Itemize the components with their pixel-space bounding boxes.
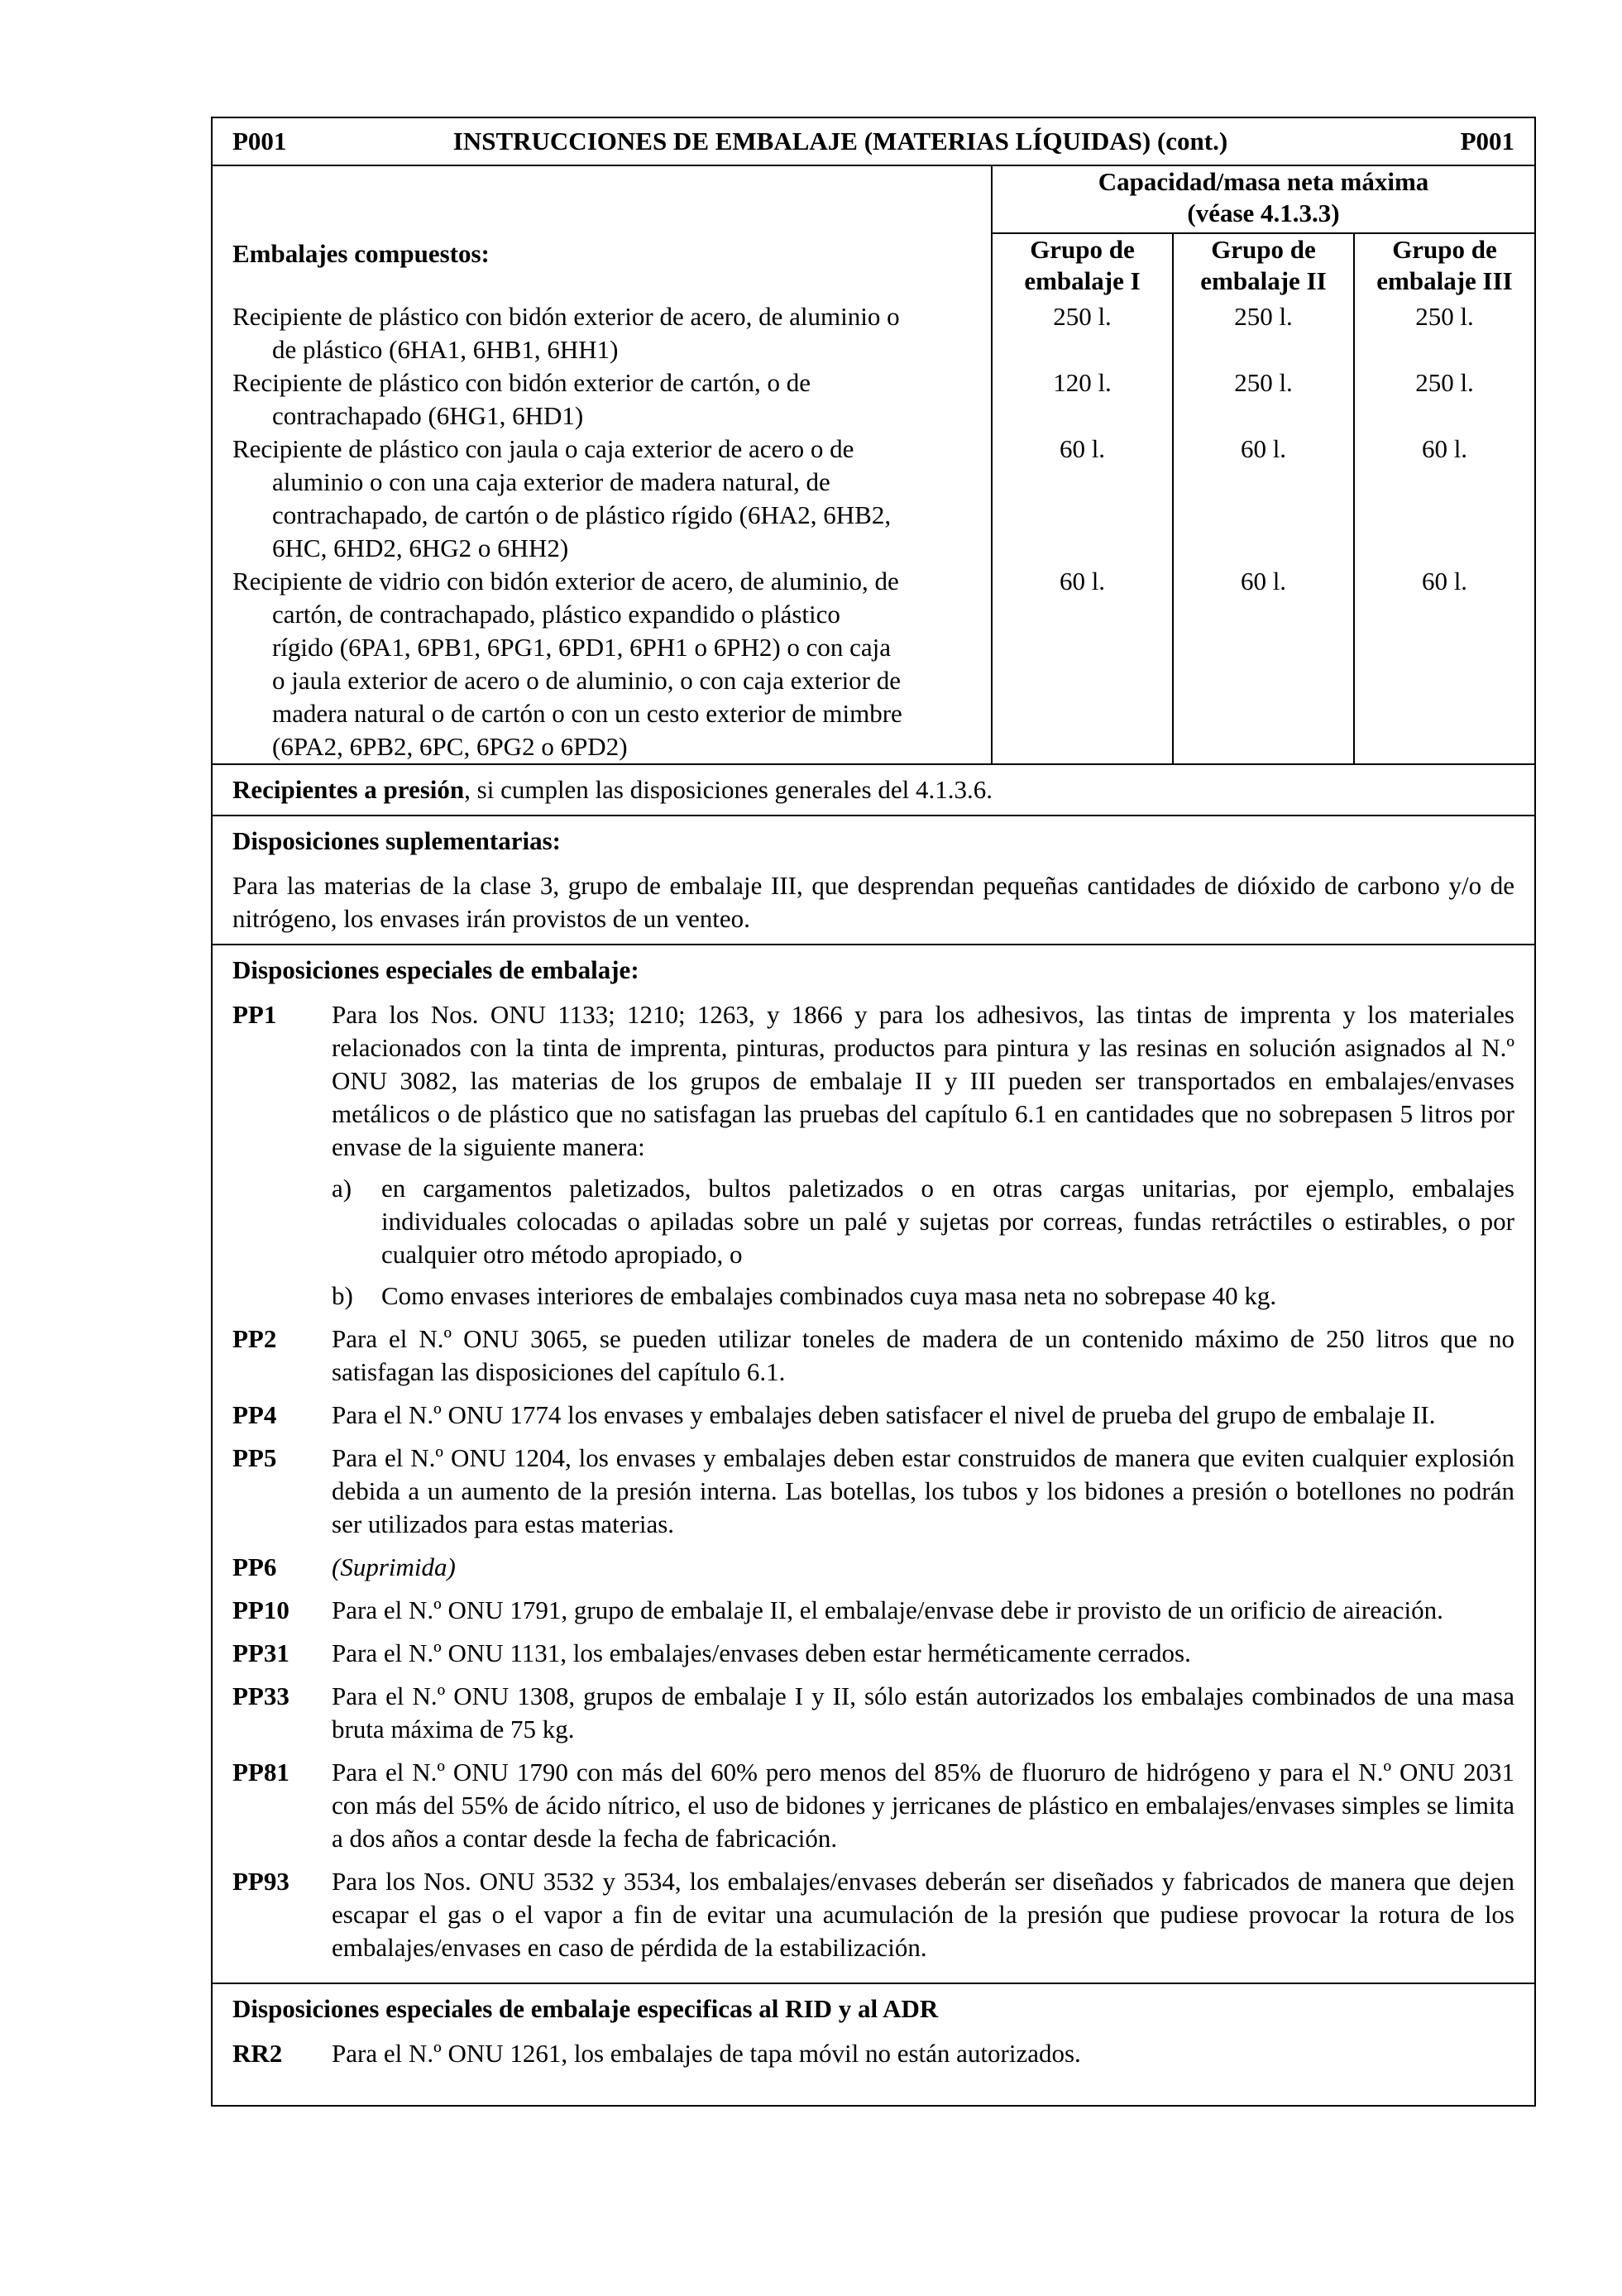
row-value: 60 l. (1421, 434, 1468, 463)
row-description (213, 433, 993, 565)
capacity-ref: (véase 4.1.3.3) (1187, 199, 1340, 227)
supplementary-provisions (213, 816, 1534, 945)
row-line: contrachapado, de cartón o de plástico rígido (6HA2, 6HB2, (272, 500, 892, 529)
section-text: Para las materias de la clase 3, grupo de embalaje III, que desprendan pequeñas cantidades de dióxido de carbono y/o de nitrógeno, los envases irán provistos de un venteo. (232, 871, 1514, 933)
provision-text: Para el N.º ONU 1131, los embalajes/envases deben estar herméticamente cerrados. (332, 1638, 1191, 1667)
row-value: 60 l. (1421, 567, 1468, 596)
provision-text: Para el N.º ONU 1261, los embalajes de tapa móvil no están autorizados. (332, 2039, 1081, 2068)
provision-item (232, 1551, 1514, 1584)
row-description (213, 300, 993, 366)
provision-text: Para el N.º ONU 3065, se pueden utilizar toneles de madera de un contenido máximo de 250 litros que no satisfagan las disposiciones del capítulo 6.1. (332, 1324, 1514, 1386)
provision-item (232, 1865, 1514, 1964)
subitem-label: b) (332, 1281, 353, 1310)
provision-item (232, 1680, 1514, 1746)
row-line: aluminio o con una caja exterior de madera natural, de (272, 467, 830, 496)
row-value: 60 l. (993, 433, 1174, 565)
row-line: contrachapado (6HG1, 6HD1) (272, 401, 584, 430)
provision-item (232, 1756, 1514, 1855)
table-row (213, 565, 1534, 763)
section-title: Disposiciones suplementarias: (232, 826, 561, 855)
group-headers (993, 234, 1534, 300)
embalajes-compuestos-label: Embalajes compuestos: (213, 166, 993, 300)
capacity-title: Capacidad/masa neta máxima (1098, 167, 1429, 196)
table-row (213, 300, 1534, 366)
row-line: 6HC, 6HD2, 6HG2 o 6HH2) (272, 533, 569, 562)
provision-text: Para el N.º ONU 1790 con más del 60% pero menos del 85% de fluoruro de hidrógeno y para el N.º ONU 2031 con más del 55% de ácido nítrico, el uso de bidones y jerricanes de plástico en embalajes/envases simples se limita a dos años a contar desde la fecha de fabricación. (332, 1758, 1514, 1853)
header-code-right: P001 (1460, 127, 1514, 155)
composite-packagings-block (213, 166, 1534, 765)
provision-text: Para el N.º ONU 1774 los envases y embalajes deben satisfacer el nivel de prueba del grupo de embalaje II. (332, 1400, 1436, 1429)
provision-text: Para los Nos. ONU 3532 y 3534, los embalajes/envases deberán ser diseñados y fabricados de manera que dejen escapar el gas o el vapor a fin de evitar una acumulación de la presión que pudiese provocar la rotura de los embalajes/envases en caso de pérdida de la estabilización. (332, 1867, 1514, 1962)
subitem-text: Como envases interiores de embalajes combinados cuya masa neta no sobrepase 40 kg. (381, 1281, 1277, 1310)
provision-text: Para el N.º ONU 1308, grupos de embalaje I y II, sólo están autorizados los embalajes combinados de una masa bruta máxima de 75 kg. (332, 1681, 1514, 1744)
row-value: 60 l. (1174, 565, 1355, 763)
provision-item (232, 1594, 1514, 1627)
provision-code: PP33 (232, 1681, 289, 1710)
row-line: Recipiente de vidrio con bidón exterior de acero, de aluminio, de (232, 567, 899, 596)
provision-item (232, 1399, 1514, 1432)
group-header: Grupo de embalaje I (993, 234, 1174, 300)
provision-text: Para el N.º ONU 1204, los envases y embalajes deben estar construidos de manera que eviten cualquier explosión debida a un aumento de la presión interna. Las botellas, los tubos y los bidones a presión o botellones no podrán ser utilizados para estas materias. (332, 1443, 1514, 1538)
row-value: 60 l. (1174, 433, 1355, 565)
section-title: Disposiciones especiales de embalaje especificas al RID y al ADR (232, 1994, 939, 2023)
section-title: Disposiciones especiales de embalaje: (232, 955, 639, 984)
row-description (213, 366, 993, 433)
provision-list (232, 998, 1514, 1964)
table-header (213, 118, 1534, 166)
row-value: 60 l. (993, 565, 1174, 763)
table-row (213, 366, 1534, 433)
provision-code: PP93 (232, 1867, 289, 1896)
provision-list (232, 2037, 1514, 2070)
provision-code: RR2 (232, 2039, 283, 2068)
row-value: 250 l. (1174, 366, 1355, 433)
capacity-header (993, 166, 1534, 234)
group-header: Grupo de embalaje II (1174, 234, 1355, 300)
row-line: de plástico (6HA1, 6HB1, 6HH1) (272, 335, 619, 364)
row-line: Recipiente de plástico con bidón exterior de cartón, o de (232, 368, 811, 397)
provision-code: PP6 (232, 1552, 277, 1581)
row-line: madera natural o de cartón o con un cesto exterior de mimbre (272, 699, 902, 728)
provision-code: PP4 (232, 1400, 277, 1429)
row-value: 250 l. (1174, 300, 1355, 366)
provision-code: PP10 (232, 1595, 289, 1624)
row-line: rígido (6PA1, 6PB1, 6PG1, 6PD1, 6PH1 o 6PH2) o con caja (272, 633, 892, 662)
row-line: Recipiente de plástico con bidón exterior de acero, de aluminio o (232, 302, 900, 331)
row-line: Recipiente de plástico con jaula o caja exterior de acero o de (232, 434, 854, 463)
provision-text: Para los Nos. ONU 1133; 1210; 1263, y 1866 y para los adhesivos, las tintas de imprenta y los materiales relacionados con la tinta de imprenta, pinturas, productos para pintura y las resinas en solución asignados al N.º ONU 3082, las materias de los grupos de embalaje II y III pueden ser transportados en embalajes/envases metálicos o de plástico que no satisfagan las pruebas del capítulo 6.1 en cantidades que no sobrepasen 5 litros por envase de la siguiente manera: (332, 1000, 1514, 1161)
header-code-left: P001 (232, 127, 287, 155)
row-value: 250 l. (1415, 368, 1474, 397)
recipientes-presion (213, 765, 1534, 816)
subitem-label: a) (332, 1174, 352, 1203)
provision-code: PP81 (232, 1758, 289, 1787)
group-header: Grupo de embalaje III (1376, 235, 1513, 295)
header-title: INSTRUCCIONES DE EMBALAJE (MATERIAS LÍQUIDAS) (cont.) (452, 127, 1228, 155)
row-line: cartón, de contrachapado, plástico expandido o plástico (272, 600, 840, 629)
table-row (213, 433, 1534, 565)
provision-code: PP2 (232, 1324, 277, 1353)
provision-item (232, 1442, 1514, 1541)
special-packing-provisions (213, 945, 1534, 1984)
row-value: 250 l. (1415, 302, 1474, 331)
provision-item (232, 1637, 1514, 1670)
packaging-rows (213, 300, 1534, 763)
row-line: (6PA2, 6PB2, 6PC, 6PG2 o 6PD2) (272, 732, 628, 761)
provision-item (232, 1323, 1514, 1389)
row-line: o jaula exterior de acero o de aluminio, o con caja exterior de (272, 666, 902, 695)
provision-code: PP1 (232, 1000, 277, 1029)
provision-text: Para el N.º ONU 1791, grupo de embalaje II, el embalaje/envase debe ir provisto de un orificio de aireación. (332, 1595, 1443, 1624)
row-value: 120 l. (993, 366, 1174, 433)
provision-text: (Suprimida) (332, 1552, 456, 1581)
presion-bold: Recipientes a presión (232, 775, 465, 804)
packing-instruction-table (211, 117, 1536, 2107)
presion-text: , si cumplen las disposiciones generales del 4.1.3.6. (464, 775, 993, 804)
provision-subitem (332, 1172, 1514, 1271)
provision-subitem (332, 1280, 1514, 1313)
provision-code: PP5 (232, 1443, 277, 1472)
provision-code: PP31 (232, 1638, 289, 1667)
rid-adr-provisions (213, 1984, 1534, 2105)
row-value: 250 l. (993, 300, 1174, 366)
provision-item (232, 998, 1514, 1313)
provision-item (232, 2037, 1514, 2070)
row-description (213, 565, 993, 763)
subitem-text: en cargamentos paletizados, bultos paletizados o en otras cargas unitarias, por ejemplo, embalajes individuales colocadas o apiladas sobre un palé y sujetas por correas, fundas retráctiles o estirables, o por cualquier otro método apropiado, o (381, 1174, 1514, 1269)
